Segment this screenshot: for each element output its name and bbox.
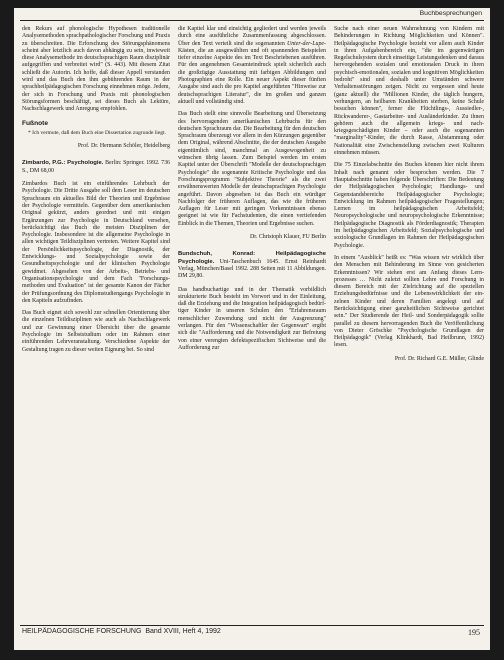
- page-footer: [22, 628, 480, 637]
- column-middle: [178, 26, 326, 357]
- review-heading: [178, 251, 326, 280]
- paragraph: Das handbuchartige und in der Thematik vorbildlich strukturierte Buch besteht im Vorwort und in der Einleitung, daß die Erziehung und die Integration heilpädagogisch bedürftiger Kinder in unseren Schulen den "Erfahrensraum menschlicher Zuwendung und nicht der Ausgrenzung" verlangen. Für den "Wissenschaftler der Gegenwart" ergibt sich die "Aufforderung und die Notwendigkeit zur Befreiung von einer verengten defektspezifischen Sichtweise und die Aufforderung zur: [178, 286, 326, 351]
- review-heading: [22, 160, 170, 175]
- page-number: 195: [468, 628, 480, 637]
- review-title: Zimbardo, P.G.: Psychologie.: [22, 160, 104, 167]
- review-publication: Berlin: Springer. 1992. 736 S., DM 68,00: [22, 160, 170, 174]
- paragraph: Suche nach einer neuen Wahrnehmung von Kindern mit Behinderungen in Richtung Möglichkeiten und Können". Heilpädagogische Psychologie bezieht vor allem auch Kinder in ihren Aufgabenbereich ein, "die im gegenwärtigen Regelschulsystem durch einseitige Leistungsdenken und daraus hervorgehenden sozialen und emotionalen Druck in ihren psychisch-emotionalen, sozialen und kognitiven Möglichkeiten bedroht" sind und deshalb unter Umständen schwere Verhaltensstörungen zeigen. Nicht zu vergessen sind heute (ganz aktuell) die "Millionen Kinder, die täglich hungern, verhungern, an heilbaren Krankheiten sterben, keine Schule besuchen können", ferner die Flüchtlings-, Aussiedler-, Rückwanderer-, Gastarbeiter- und Ausländerkinder. Zu ihnen gehören auch die allgemein kriegs- und nachkriegsgeschädigten Kinder – oder auch die sogenannten "marginality"-Kinder, die durch Rasse, Abstammung oder Nationalität eine Zwischenstellung zwischen zwei Kulturen einnehmen müssen.: [334, 26, 485, 157]
- text-span: die Kapitel klar und einsichtig gegliedert und werden jeweils durch eine ausführliche Zusammenfassung abgeschlossen. Über den Text verteilt sind die sogenannten: [178, 26, 326, 47]
- paragraph: den Rekurs auf phonologische Hypothesen traditionelle Analysemethoden sprachpathologischer Forschung und Praxis zu überschreiten. Die Erforschung des Störungsphänomens scheint aber letztlich auch davon abhängig zu sein, inwieweit diese Analysemethode im deutschsprachigen Raum disziplinär aufgegriffen und verbreitet wird" (S. 443). Mit diesem Zitat schließt die Autorin. Ich hoffe, daß dieser Appell verstanden wird und das Buch den ihm gebührenden Raum in der sprachheilpädagogischen Forschung einnehmen möge. Jedem, der sich in Forschung und Praxis mit phonologischen Störungsformen beschäftigt, sei dieses Buch als Lektüre, Nachschlagewerk und Anregung empfohlen.: [22, 26, 170, 113]
- paragraph: Das Buch eignet sich sowohl zur schnellen Orientierung über die einzelnen Teildisziplinen wie auch als Nachschlagewerk und zur Gewinnung einer Übersicht über die gesamte Psychologie im Selbststudium oder im Rahmen einer einführenden Lehrveranstaltung. Verschiedene Aspekte der Gestaltung tragen zu dieser weiten Eignung bei. So sind: [22, 310, 170, 353]
- text-span: -Kästen, die an ausgewählten und oft spannenden Beispielen tiefer einzelne Aspekte des im Text Beschriebenen ausführen. Für den angenehmen Gesamteindruck spielt sicherlich auch die großzügige Ausstattung mit farbigen Abbildungen und Photographien eine Rolle. Ein neuer Aspekt dieser fünften Ausgabe sind auch die pro Kapitel angeführten "Hinweise zur deutschsprachigen Literatur", die im großen und ganzen aktuell und vollständig sind.: [178, 40, 326, 105]
- reviewer-signature: Prof. Dr. Richard G.E. Müller, Glinde: [394, 355, 484, 362]
- header-rule: [20, 20, 484, 21]
- paragraph: [178, 26, 326, 106]
- review-publication: Uni-Taschenbuch 1645. Ernst Reinhardt Verlag, München/Basel 1992. 288 Seiten mit 11 Abbildungen. DM 29,80.: [178, 258, 326, 280]
- paragraph: Zimbardos Buch ist ein einführendes Lehrbuch der Psychologie. Die Dritte Ausgabe soll dem Leser im deutschen Sprachraum ein aktuelles Bild der Theorien und Ergebnisse der Psychologie vermitteln. Gegenüber dem amerikanischen Original gekürzt, anders geordnet und mit einigen Ergänzungen zur Psychologie in Deutschland versehen, berücksichtigt das Buch die meisten Disziplinen der Psychologie. Insbesondere ist die allgemeine Psychologie in allen wichtigen Teildisziplinen vertreten. Weitere Kapitel sind der Persönlichkeitspsychologie, der Diagnostik, der Entwicklungs- und Sozialpsychologie sowie der Gesundheitspsychologie und der klinischen Psychologie gewidmet. Abgesehen von der Arbeits-, Betriebs- und Organisationspsychologie und dem Fach "Forschungsmethoden und Evaluation" ist der gesamte Kanon der Fächer der Prüfungsordnung des Diplomstudiengangs Psychologie in den Kapiteln aufzufinden.: [22, 181, 170, 304]
- emphasis: Unter-der-Lupe: [286, 40, 325, 47]
- paragraph: In einem "Ausblick" heißt es: "Was wissen wir wirklich über den Menschen mit Behinderung im Sinne von gesicherten Erkenntnissen? Wir stehen erst am Anfang dieses Lernprozesses … Nicht zuletzt sollten Lehre und Forschung in diesem Bereich mit der Zielrichtung auf die speziellen Erziehungsbedürfnisse und die Lebenswirklichkeit der einzelnen Kinder und deren Familien angelegt und auf Berücksichtigung einer ganzheitlichen Sichtweise gerichtet sein." Der Studierende der Heil- und Sonderpädagogik sollte parallel zu diesem hervorragenden Buch die Veröffentlichung von Dieter Gröschke "Psychologische Grundlagen der Heilpädagogik" (Verlag Klinkhardt, Bad Heilbrunn, 1992) lesen.: [334, 254, 484, 349]
- journal-name: HEILPÄDAGOGISCHE FORSCHUNG: [22, 628, 142, 635]
- journal-page: [14, 8, 490, 650]
- column-right: [334, 26, 484, 373]
- review-title: Bundschuh, Konrad: Heilpädagogische Psychologie.: [178, 251, 326, 265]
- footnote-text: * Ich vermute, daß dem Buch eine Dissertation zugrunde liegt.: [28, 129, 166, 136]
- footer-rule: [20, 625, 484, 626]
- footer-journal-issue: [22, 628, 221, 637]
- footnote-heading: Fußnote: [22, 119, 49, 127]
- reviewer-signature: Dr. Christoph Klauer, FU Berlin: [249, 234, 326, 241]
- reviewer-signature: Prof. Dr. Hermann Schöler, Heidelberg: [77, 143, 170, 150]
- paragraph: Die 75 Einzelabschnitte des Buches können hier nicht ihrem Inhalt nach genannt oder besprochen werden. Die 7 Hauptabschnitte haben folgende Überschriften: Die Bedeutung der Heilpädagogischen Psychologie; Handlungs- und Gegenstandsbereiche Heilpädagogischer Psychologie; Entwicklung im Rahmen heilpädagogischer Fragestellungen; Lernen im heilpädagogischen Arbeitsfeld; Neuropsychologische und neuropsychologische Erkenntnisse; Heilpädagogische Diagnostik als Förderdiagnostik; Therapien im heilpädagogischen Arbeitsfeld; Sozialpsychologische und soziologische Grundlagen im Rahmen der Heilpädagogischen Psychologie.: [334, 162, 484, 249]
- running-head: Buchbesprechungen: [419, 10, 482, 17]
- issue-info: Band XVIII, Heft 4, 1992: [145, 628, 221, 635]
- paragraph: Das Buch stellt eine sinnvolle Bearbeitung und Übersetzung des hervorragenden amerikanischen Lehrbuchs für den deutschen Sprachraum dar. Die Bearbeitung für den deutschen Sprachraum überzeugt vor allem in den Kürzungen gegenüber dem Original, während Abschnitte, die der deutschen Ausgabe eigentümlich sind, manchmal an Ausgewogenheit zu wünschen übrig lassen. Zum Beispiel werden im ersten Kapitel unter der Überschrift "Modelle der deutschsprachigen Psychologie" die sogenannte Kritische Psychologie und das Forschungsprogramm "Subjektive Theorie" als die zwei erwähnenswerten Modelle der deutschsprachigen Psychologie angeführt. Davon abgesehen ist das Buch ein würdiger Nachfolger der früheren Auflagen, das wie die früheren Auflagen für Leser mit geringen Vorkenntnissen ebenso geeignet ist wie für Fachstudenten, die einen vertiefenden Einblick in die Themen, Theorien und Ergebnisse suchen.: [178, 111, 326, 227]
- column-left: [22, 26, 170, 359]
